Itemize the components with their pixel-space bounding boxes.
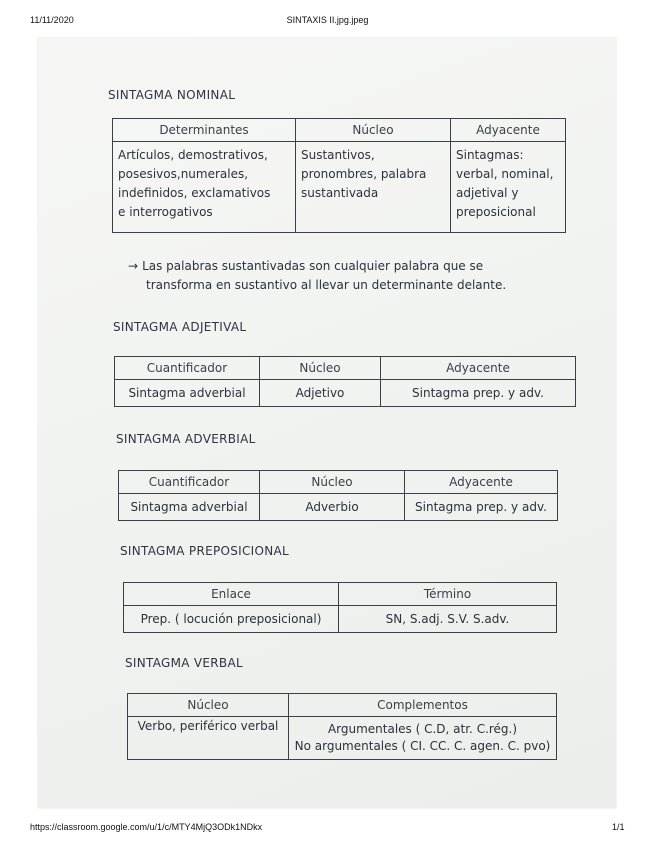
- cell-cuantificador: Sintagma adverbial: [115, 380, 260, 407]
- cell-nucleo: Adjetivo: [260, 380, 381, 407]
- text-line: Sintagmas:: [456, 148, 524, 162]
- header-adyacente: Adyacente: [405, 471, 558, 494]
- cell-complementos: [289, 717, 557, 760]
- cell-nucleo: Adverbio: [260, 494, 405, 521]
- complementos-argumentales: Argumentales ( C.D, atr. C.rég.): [327, 722, 518, 736]
- section-title-nominal: SINTAGMA NOMINAL: [108, 88, 236, 102]
- cell-determinantes: [113, 142, 296, 233]
- section-title-adjetival: SINTAGMA ADJETIVAL: [113, 320, 247, 334]
- text-line: pronombres, palabra: [301, 167, 427, 181]
- cell-adyacente: [451, 142, 566, 233]
- print-date: 11/11/2020: [30, 15, 74, 25]
- text-line: Sustantivos,: [301, 148, 375, 162]
- text-line: e interrogativos: [118, 205, 213, 219]
- table-adverbial: [118, 470, 558, 521]
- text-line: adjetival y: [456, 186, 519, 200]
- text-line: posesivos,numerales,: [118, 167, 249, 181]
- text-line: Artículos, demostrativos,: [118, 148, 268, 162]
- header-complementos: Complementos: [289, 694, 557, 717]
- cell-termino: SN, S.adj. S.V. S.adv.: [339, 606, 557, 633]
- complementos-no-argumentales: No argumentales ( CI. CC. C. agen. C. pvo): [294, 739, 551, 753]
- table-nominal: [112, 118, 566, 233]
- header-nucleo: Núcleo: [260, 357, 381, 380]
- note-sustantivadas: [128, 257, 568, 295]
- source-url: https://classroom.google.com/u/1/c/MTY4MjQ3ODk1NDkx: [30, 822, 263, 832]
- text-line: preposicional: [456, 205, 536, 219]
- cell-nucleo: Verbo, periférico verbal: [128, 717, 289, 760]
- arrow-icon: →: [128, 259, 139, 273]
- document-title: SINTAXIS II.jpg.jpeg: [286, 15, 369, 25]
- note-text-1: Las palabras sustantivadas son cualquier palabra que se: [142, 259, 484, 273]
- text-line: indefinidos, exclamativos: [118, 186, 271, 200]
- header-adyacente: Adyacente: [451, 119, 566, 142]
- cell-nucleo: [296, 142, 451, 233]
- page-number: 1/1: [612, 822, 625, 832]
- header-nucleo: Núcleo: [296, 119, 451, 142]
- cell-enlace: Prep. ( locución preposicional): [124, 606, 339, 633]
- text-line: verbal, nominal,: [456, 167, 554, 181]
- cell-adyacente: Sintagma prep. y adv.: [405, 494, 558, 521]
- header-termino: Término: [339, 583, 557, 606]
- header-cuantificador: Cuantificador: [115, 357, 260, 380]
- table-preposicional: [123, 582, 557, 633]
- note-line-1: [128, 257, 568, 276]
- text-line: sustantivada: [301, 186, 379, 200]
- header-nucleo: Núcleo: [128, 694, 289, 717]
- header-cuantificador: Cuantificador: [119, 471, 260, 494]
- section-title-verbal: SINTAGMA VERBAL: [125, 656, 243, 670]
- header-determinantes: Determinantes: [113, 119, 296, 142]
- cell-adyacente: Sintagma prep. y adv.: [381, 380, 576, 407]
- header-enlace: Enlace: [124, 583, 339, 606]
- header-adyacente: Adyacente: [381, 357, 576, 380]
- table-adjetival: [114, 356, 576, 407]
- cell-cuantificador: Sintagma adverbial: [119, 494, 260, 521]
- note-line-2: transforma en sustantivo al llevar un determinante delante.: [146, 278, 507, 292]
- section-title-adverbial: SINTAGMA ADVERBIAL: [116, 432, 256, 446]
- section-title-preposicional: SINTAGMA PREPOSICIONAL: [120, 544, 290, 558]
- header-nucleo: Núcleo: [260, 471, 405, 494]
- table-verbal: [127, 693, 557, 760]
